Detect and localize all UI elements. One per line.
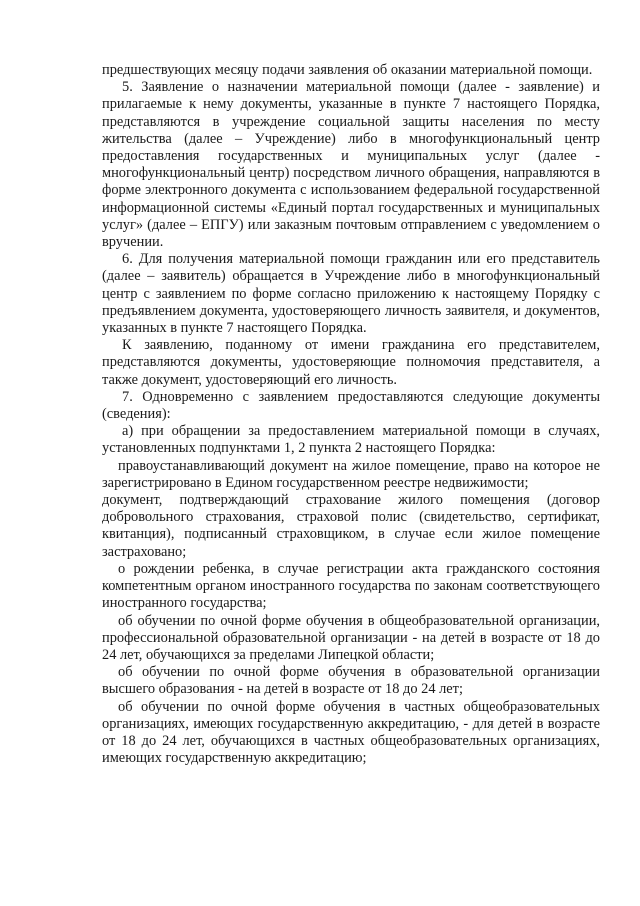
paragraph-education-higher: об обучении по очной форме обучения в образовательной организации высшего образования - на детей в возрасте от 18 до 24 лет; (102, 664, 600, 698)
paragraph-item-6: 6. Для получения материальной помощи гражданин или его представитель (далее – заявитель) обращается в Учреждение либо в многофункциональный центр с заявлением по форме согласно приложению к настоящему Порядку с предъявлением документа, удостоверяющего личность заявителя, и документов, указанных в пункте 7 настоящего Порядка. (102, 251, 600, 337)
paragraph-item-5: 5. Заявление о назначении материальной помощи (далее - заявление) и прилагаемые к нему документы, указанные в пункте 7 настоящего Порядка, представляются в учреждение социальной защиты населения по месту жительства (далее – Учреждение) либо в многофункциональный центр предоставления государственных и муниципальных услуг (далее - многофункциональный центр) посредством личного обращения, направляются в форме электронного документа с использованием федеральной государственной информационной системы «Единый портал государственных и муниципальных услуг» (далее – ЕПГУ) или заказным почтовым отправлением с уведомлением о вручении. (102, 79, 600, 251)
paragraph-insurance-document: документ, подтверждающий страхование жилого помещения (договор добровольного страхования, страховой полис (свидетельство, сертификат, квитанция), подписанный страховщиком, в случае если жилое помещение застраховано; (102, 492, 600, 560)
paragraph-education-general: об обучении по очной форме обучения в общеобразовательной организации, профессиональной образовательной организации - на детей в возрасте от 18 до 24 лет, обучающихся за пределами Липецкой области; (102, 612, 600, 663)
document-body (102, 62, 600, 767)
paragraph-representative: К заявлению, поданному от имени гражданина его представителем, представляются документы, удостоверяющие полномочия представителя, а также документ, удостоверяющий его личность. (102, 337, 600, 388)
paragraph-continuation: предшествующих месяцу подачи заявления об оказании материальной помощи. (102, 62, 593, 78)
paragraph-subitem-a: а) при обращении за предоставлением материальной помощи в случаях, установленных подпунктами 1, 2 пункта 2 настоящего Порядка: (102, 423, 600, 457)
paragraph-birth-record: о рождении ребенка, в случае регистрации акта гражданского состояния компетентным органом иностранного государства по законам соответствующего иностранного государства; (102, 560, 600, 612)
paragraph-title-document: правоустанавливающий документ на жилое помещение, право на которое не зарегистрировано в Едином государственном реестре недвижимости; (102, 457, 600, 491)
paragraph-item-7: 7. Одновременно с заявлением предоставляются следующие документы (сведения): (102, 388, 600, 423)
paragraph-education-private: об обучении по очной форме обучения в частных общеобразовательных организациях, имеющих государственную аккредитацию, - для детей в возрасте от 18 до 24 лет, обучающихся в частных общеобразовательных организациях, имеющих государственную аккредитацию; (102, 698, 600, 767)
